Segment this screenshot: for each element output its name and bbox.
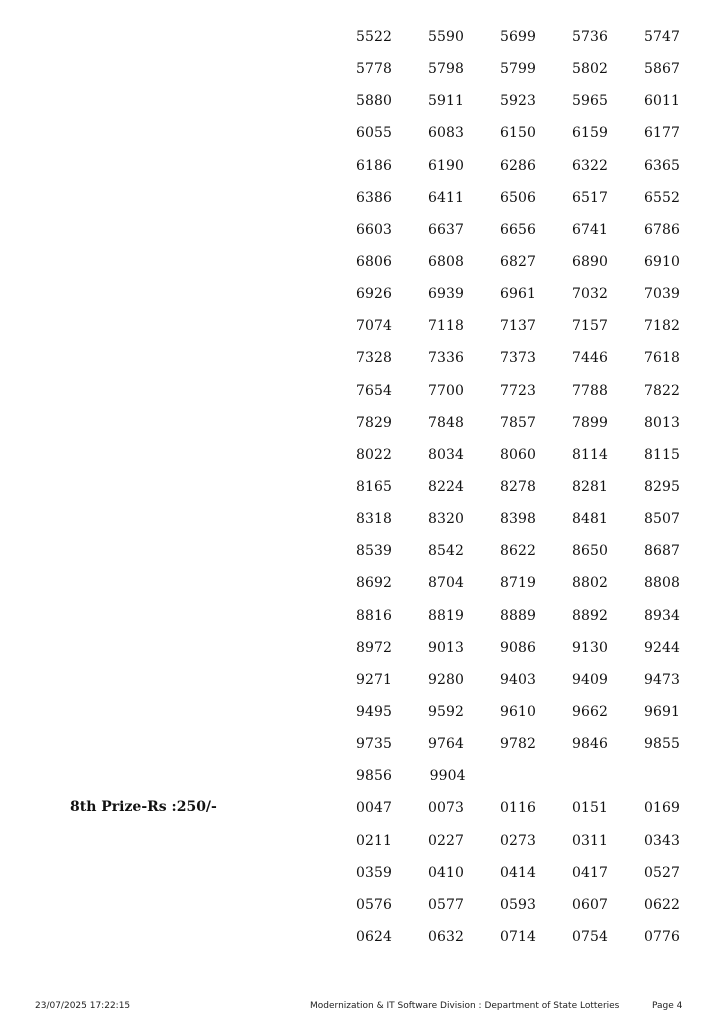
- ticket-number: 5799: [500, 61, 537, 78]
- ticket-number: 0714: [500, 928, 537, 945]
- footer-page-number: Page 4: [652, 1001, 683, 1011]
- number-row: [356, 381, 716, 413]
- number-row: [356, 316, 716, 348]
- number-row: [356, 220, 716, 252]
- ticket-number: 0776: [644, 928, 681, 945]
- ticket-number: 9846: [572, 736, 609, 753]
- ticket-number: 9244: [644, 639, 681, 656]
- ticket-number: 8892: [572, 607, 609, 624]
- number-row: [356, 59, 716, 91]
- ticket-number: 8704: [428, 575, 465, 592]
- footer-division: Modernization & IT Software Division : Department of State Lotteries: [310, 1001, 620, 1011]
- ticket-number: 8802: [572, 575, 609, 592]
- ticket-number: 9403: [500, 671, 537, 688]
- ticket-number: 0593: [500, 896, 537, 913]
- ticket-number: 9271: [356, 671, 393, 688]
- ticket-number: 8481: [572, 511, 609, 528]
- ticket-number: 5802: [572, 61, 609, 78]
- ticket-number: 6186: [356, 157, 393, 174]
- ticket-number: 9473: [644, 671, 681, 688]
- ticket-number: 8060: [500, 446, 537, 463]
- ticket-number: 7618: [644, 350, 681, 367]
- ticket-number: 0359: [356, 864, 393, 881]
- ticket-number: 8278: [500, 478, 537, 495]
- ticket-number: 9495: [356, 703, 393, 720]
- ticket-number: 7182: [644, 318, 681, 335]
- ticket-number: 7899: [572, 414, 609, 431]
- ticket-number: 7829: [356, 414, 393, 431]
- ticket-number: 9764: [428, 736, 465, 753]
- number-row: [356, 766, 716, 798]
- ticket-number: 6386: [356, 189, 393, 206]
- ticket-number: 5911: [428, 93, 465, 110]
- ticket-number: 9782: [500, 736, 537, 753]
- ticket-number: 6055: [356, 125, 393, 142]
- number-row: [356, 573, 716, 605]
- ticket-number: 9855: [644, 736, 681, 753]
- number-row: [356, 284, 716, 316]
- ticket-number: 5590: [428, 29, 465, 45]
- ticket-number: 6939: [428, 286, 465, 303]
- ticket-number: 8224: [428, 478, 465, 495]
- ticket-number: 8934: [644, 607, 681, 624]
- number-row: [356, 188, 716, 220]
- ticket-number: 9735: [356, 736, 393, 753]
- ticket-number: 7848: [428, 414, 465, 431]
- number-row: [356, 831, 716, 863]
- number-row: [356, 91, 716, 123]
- ticket-number: 6961: [500, 286, 537, 303]
- ticket-number: 8622: [500, 543, 537, 560]
- number-row: [356, 252, 716, 284]
- ticket-number: 0116: [500, 800, 537, 817]
- ticket-number: 6286: [500, 157, 537, 174]
- ticket-number: 8022: [356, 446, 393, 463]
- ticket-number: 0151: [572, 800, 609, 817]
- ticket-number: 8115: [644, 446, 681, 463]
- ticket-number: 6322: [572, 157, 609, 174]
- number-row: [356, 156, 716, 188]
- ticket-number: 7822: [644, 382, 681, 399]
- number-row: [356, 863, 716, 895]
- ticket-number: 8318: [356, 511, 393, 528]
- ticket-number: 8816: [356, 607, 393, 624]
- ticket-number: 0632: [428, 928, 465, 945]
- ticket-number: 8398: [500, 511, 537, 528]
- ticket-number: 8034: [428, 446, 465, 463]
- number-row: [356, 702, 716, 734]
- ticket-number: 8687: [644, 543, 681, 560]
- ticket-number: 9409: [572, 671, 609, 688]
- ticket-number: 5736: [572, 29, 609, 45]
- ticket-number: 8719: [500, 575, 537, 592]
- ticket-number: 0417: [572, 864, 609, 881]
- ticket-number: 6365: [644, 157, 681, 174]
- ticket-number: 0527: [644, 864, 681, 881]
- ticket-number: 6741: [572, 221, 609, 238]
- ticket-number: 6011: [644, 93, 681, 110]
- ticket-number: 0227: [428, 832, 465, 849]
- ticket-number: 5778: [356, 61, 393, 78]
- ticket-number: 0311: [572, 832, 609, 849]
- prize-8-label: 8th Prize-Rs :250/-: [70, 799, 217, 815]
- ticket-number: 7032: [572, 286, 609, 303]
- ticket-number: 8972: [356, 639, 393, 656]
- ticket-number: 0343: [644, 832, 681, 849]
- ticket-number: 8281: [572, 478, 609, 495]
- ticket-number: 5867: [644, 61, 681, 78]
- ticket-number: 8819: [428, 607, 465, 624]
- ticket-number: 8650: [572, 543, 609, 560]
- ticket-number: 0410: [428, 864, 465, 881]
- ticket-number: 6926: [356, 286, 393, 303]
- ticket-number: 7039: [644, 286, 681, 303]
- ticket-number: 7157: [572, 318, 609, 335]
- ticket-number: 0211: [356, 832, 393, 849]
- ticket-number: 7328: [356, 350, 393, 367]
- ticket-number: 9592: [428, 703, 465, 720]
- ticket-number: 8889: [500, 607, 537, 624]
- ticket-number: 7118: [428, 318, 465, 335]
- number-row: [356, 927, 716, 959]
- footer-timestamp: 23/07/2025 17:22:15: [35, 1001, 131, 1011]
- ticket-number: 6910: [644, 253, 681, 270]
- number-row: [356, 445, 716, 477]
- ticket-number: 9130: [572, 639, 609, 656]
- ticket-number: 5965: [572, 93, 609, 110]
- ticket-number: 6890: [572, 253, 609, 270]
- ticket-number: 0273: [500, 832, 537, 849]
- ticket-number: 8507: [644, 511, 681, 528]
- ticket-number: 8539: [356, 543, 393, 560]
- ticket-number: 9904: [429, 768, 466, 785]
- ticket-number: 7700: [428, 382, 465, 399]
- number-row: [356, 734, 716, 766]
- ticket-number: 7336: [428, 350, 465, 367]
- ticket-number: 8320: [428, 511, 465, 528]
- ticket-number: 6656: [500, 221, 537, 238]
- ticket-number: 6083: [428, 125, 465, 142]
- number-row: [356, 798, 716, 830]
- ticket-number: 6827: [500, 253, 537, 270]
- number-row: [356, 413, 716, 445]
- ticket-number: 6637: [428, 221, 465, 238]
- ticket-number: 7074: [356, 318, 393, 335]
- ticket-number: 5880: [356, 93, 393, 110]
- ticket-number: 7373: [500, 350, 537, 367]
- ticket-number: 9662: [572, 703, 609, 720]
- ticket-number: 9013: [428, 639, 465, 656]
- ticket-number: 7137: [500, 318, 537, 335]
- ticket-number: 6190: [428, 157, 465, 174]
- ticket-number: 9691: [644, 703, 681, 720]
- ticket-number: 8542: [428, 543, 465, 560]
- ticket-number: 6603: [356, 221, 393, 238]
- ticket-number: 0622: [644, 896, 681, 913]
- ticket-number: 5699: [500, 29, 537, 45]
- ticket-number: 5522: [356, 29, 393, 45]
- ticket-number: 0073: [428, 800, 465, 817]
- ticket-number: 8295: [644, 478, 681, 495]
- number-row: [356, 638, 716, 670]
- ticket-number: 6150: [500, 125, 537, 142]
- ticket-number: 9856: [356, 768, 393, 785]
- ticket-number: 0607: [572, 896, 609, 913]
- ticket-number: 0169: [644, 800, 681, 817]
- ticket-number: 0624: [356, 928, 393, 945]
- number-row: [356, 541, 716, 573]
- ticket-number: 6159: [572, 125, 609, 142]
- number-row: [356, 670, 716, 702]
- ticket-number: 8013: [644, 414, 681, 431]
- ticket-number: 8808: [644, 575, 681, 592]
- ticket-number: 5747: [644, 29, 681, 45]
- ticket-number: 9610: [500, 703, 537, 720]
- number-row: [356, 606, 716, 638]
- ticket-number: 7654: [356, 382, 393, 399]
- ticket-number: 8692: [356, 575, 393, 592]
- ticket-number: 0754: [572, 928, 609, 945]
- ticket-number: 6808: [428, 253, 465, 270]
- ticket-number: 9280: [428, 671, 465, 688]
- number-row: [356, 477, 716, 509]
- ticket-number: 6786: [644, 221, 681, 238]
- ticket-number: 9086: [500, 639, 537, 656]
- ticket-number: 0414: [500, 864, 537, 881]
- ticket-number: 6411: [428, 189, 465, 206]
- ticket-number: 7446: [572, 350, 609, 367]
- number-row: [356, 895, 716, 927]
- ticket-number: 6506: [500, 189, 537, 206]
- ticket-number: 6806: [356, 253, 393, 270]
- ticket-number: 6517: [572, 189, 609, 206]
- ticket-number-grid: [356, 27, 716, 959]
- ticket-number: 7857: [500, 414, 537, 431]
- ticket-number: 8165: [356, 478, 393, 495]
- ticket-number: 0577: [428, 896, 465, 913]
- ticket-number: 5923: [500, 93, 537, 110]
- number-row: [356, 123, 716, 155]
- ticket-number: 6177: [644, 125, 681, 142]
- ticket-number: 0047: [356, 800, 393, 817]
- ticket-number: 8114: [572, 446, 609, 463]
- ticket-number: 0576: [356, 896, 393, 913]
- number-row: [356, 348, 716, 380]
- number-row: [356, 509, 716, 541]
- ticket-number: 7723: [500, 382, 537, 399]
- ticket-number: 7788: [572, 382, 609, 399]
- ticket-number: 6552: [644, 189, 681, 206]
- number-row: [356, 27, 716, 59]
- ticket-number: 5798: [428, 61, 465, 78]
